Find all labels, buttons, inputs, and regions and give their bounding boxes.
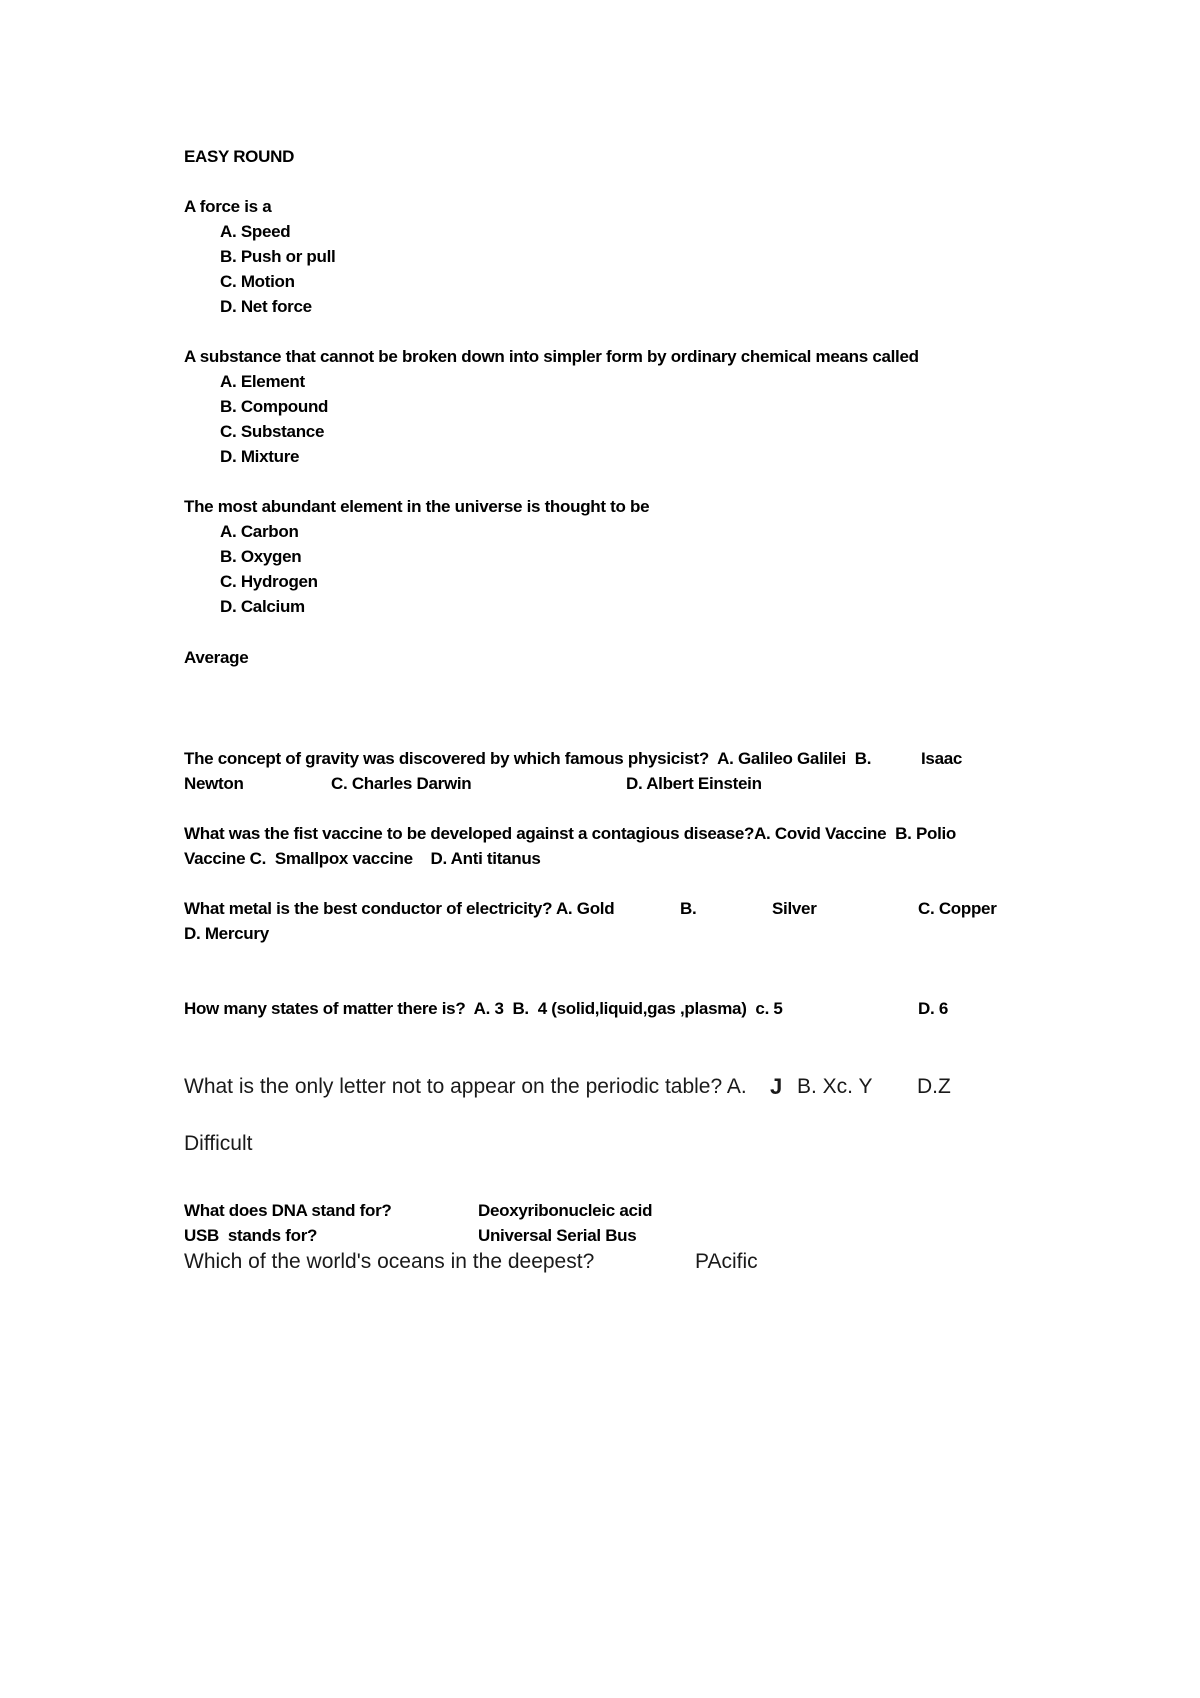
easy-q1-option-a: A. Speed bbox=[220, 222, 291, 241]
difficult-q2-text: USB stands for? bbox=[184, 1226, 318, 1245]
easy-round-heading: EASY ROUND bbox=[184, 147, 295, 166]
difficult-q3-text: Which of the world's oceans in the deepest? bbox=[184, 1250, 595, 1273]
difficult-q2-answer: Universal Serial Bus bbox=[478, 1226, 637, 1245]
average-q1-isaac: Isaac bbox=[921, 749, 963, 768]
average-q5-j: J bbox=[770, 1074, 783, 1099]
average-q3-option-c: C. Copper bbox=[918, 899, 997, 918]
average-heading: Average bbox=[184, 648, 249, 667]
average-q2-line1: What was the fist vaccine to be developed against a contagious disease?A. Covid Vaccine B. Polio bbox=[184, 824, 957, 843]
easy-q1-option-b: B. Push or pull bbox=[220, 247, 336, 266]
average-q4-text: How many states of matter there is? A. 3 B. 4 (solid,liquid,gas ,plasma) c. 5 bbox=[184, 999, 783, 1018]
easy-q2-option-d: D. Mixture bbox=[220, 447, 300, 466]
average-q3-option-b: B. bbox=[680, 899, 697, 918]
easy-q2-option-b: B. Compound bbox=[220, 397, 329, 416]
average-q1-option-c: C. Charles Darwin bbox=[331, 774, 472, 793]
average-q5-text: What is the only letter not to appear on the periodic table? A. bbox=[184, 1075, 747, 1098]
easy-q3-option-b: B. Oxygen bbox=[220, 547, 302, 566]
average-q2-line2: Vaccine C. Smallpox vaccine D. Anti titanus bbox=[184, 849, 541, 868]
difficult-q1-answer: Deoxyribonucleic acid bbox=[478, 1201, 653, 1220]
average-q3-line2: D. Mercury bbox=[184, 924, 269, 943]
easy-q2-option-c: C. Substance bbox=[220, 422, 325, 441]
average-q3-silver: Silver bbox=[772, 899, 817, 918]
average-q3-line1: What metal is the best conductor of electricity? A. Gold bbox=[184, 899, 615, 918]
difficult-heading: Difficult bbox=[184, 1132, 253, 1155]
average-q1-newton: Newton bbox=[184, 774, 244, 793]
easy-q1-option-c: C. Motion bbox=[220, 272, 295, 291]
average-q1-option-d: D. Albert Einstein bbox=[626, 774, 762, 793]
easy-q3-option-d: D. Calcium bbox=[220, 597, 305, 616]
easy-q3-option-c: C. Hydrogen bbox=[220, 572, 318, 591]
easy-q3-text: The most abundant element in the universe is thought to be bbox=[184, 497, 650, 516]
easy-q2-text: A substance that cannot be broken down into simpler form by ordinary chemical means called bbox=[184, 347, 919, 366]
difficult-q3-answer: PAcific bbox=[695, 1250, 758, 1273]
easy-q1-option-d: D. Net force bbox=[220, 297, 312, 316]
easy-q3-option-a: A. Carbon bbox=[220, 522, 299, 541]
difficult-q1-text: What does DNA stand for? bbox=[184, 1201, 392, 1220]
easy-q1-text: A force is a bbox=[184, 197, 272, 216]
average-q1-line1: The concept of gravity was discovered by which famous physicist? A. Galileo Galilei B. bbox=[184, 749, 872, 768]
easy-q2-option-a: A. Element bbox=[220, 372, 305, 391]
average-q4-option-d: D. 6 bbox=[918, 999, 948, 1018]
average-q5-option-d: D.Z bbox=[917, 1075, 951, 1098]
average-q5-rest: B. Xc. Y bbox=[797, 1075, 873, 1098]
